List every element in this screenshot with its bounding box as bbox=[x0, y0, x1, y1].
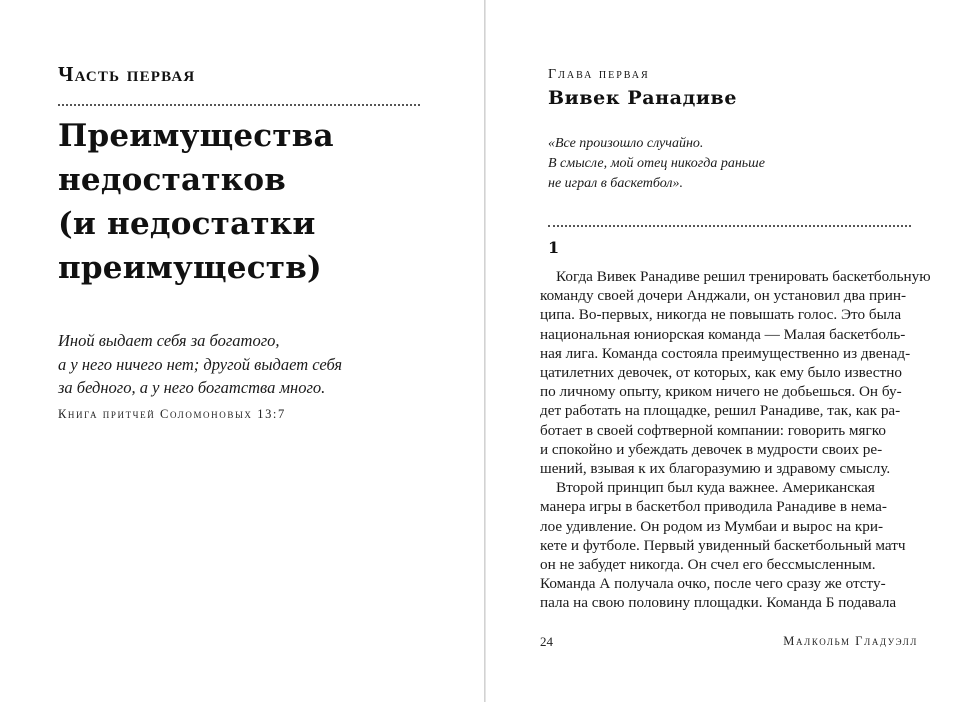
body-line: ная лига. Команда состояла преимущественно из двенад- bbox=[540, 344, 911, 362]
body-line: Когда Вивек Ранадиве решил тренировать баскетбольную bbox=[556, 268, 931, 285]
body-line: ботает в своей софтверной компании: говорить мягко bbox=[540, 421, 886, 439]
body-line: по личному опыту, криком ничего не добьешься. Он бу- bbox=[540, 383, 902, 401]
chapter-title: Вивек Ранадиве bbox=[548, 87, 738, 109]
dotted-divider bbox=[548, 225, 911, 227]
part-title: Часть первая bbox=[58, 62, 196, 86]
body-line: команду своей дочери Анджали, он установил два прин- bbox=[540, 287, 907, 305]
book-title-line: Преимущества bbox=[58, 118, 334, 154]
chapter-epigraph-line: «Все произошло случайно. bbox=[548, 136, 704, 151]
body-line: ципа. Во-первых, никогда не повышать голос. Это была bbox=[540, 306, 902, 324]
chapter-epigraph-line: не играл в баскетбол». bbox=[548, 176, 684, 191]
page-gutter bbox=[484, 0, 486, 702]
chapter-epigraph-line: В смысле, мой отец никогда раньше bbox=[548, 156, 765, 171]
dotted-divider bbox=[58, 104, 420, 106]
epigraph-line: Иной выдает себя за богатого, bbox=[58, 331, 280, 350]
body-line: шений, взывая к их благоразумию и здравому смыслу. bbox=[540, 460, 891, 478]
body-line: он не забудет никогда. Он счел его бессмысленным. bbox=[540, 556, 876, 574]
body-text bbox=[540, 267, 931, 613]
body-line: и спокойно и убеждать девочек в мудрости своих ре- bbox=[540, 440, 883, 458]
book-title-line: преимуществ) bbox=[58, 250, 322, 286]
book-title-line: недостатков bbox=[58, 162, 286, 198]
epigraph-source: Книга притчей Соломоновых 13:7 bbox=[58, 407, 286, 421]
book-title-line: (и недостатки bbox=[58, 206, 316, 242]
section-number: 1 bbox=[548, 238, 560, 257]
chapter-label: Глава первая bbox=[548, 67, 650, 82]
running-head-author: Малкольм Гладуэлл bbox=[783, 634, 918, 648]
body-line: Команда А получала очко, после чего сразу же отсту- bbox=[540, 575, 886, 593]
page-number: 24 bbox=[540, 634, 553, 649]
body-line: кете и футболе. Первый увиденный баскетбольный матч bbox=[540, 536, 906, 554]
body-line: дет работать на площадке, решил Ранадиве, так, как ра- bbox=[540, 402, 901, 420]
body-line: национальная юниорская команда — Малая баскетболь- bbox=[540, 325, 906, 343]
body-line: пала на свою половину площадки. Команда Б подавала bbox=[540, 594, 897, 612]
epigraph bbox=[58, 329, 342, 400]
epigraph-line: за бедного, а у него богатства много. bbox=[58, 378, 326, 397]
body-line: лое удивление. Он родом из Мумбаи и вырос на кри- bbox=[540, 517, 884, 535]
body-line: цатилетних девочек, от которых, как ему было известно bbox=[540, 364, 902, 382]
epigraph-line: а у него ничего нет; другой выдает себя bbox=[58, 354, 343, 374]
chapter-epigraph bbox=[548, 134, 765, 194]
body-line: манера игры в баскетбол приводила Ранадиве в нема- bbox=[540, 498, 887, 516]
book-title bbox=[58, 114, 334, 290]
right-page bbox=[487, 0, 970, 702]
body-line: Второй принцип был куда важнее. Американская bbox=[556, 479, 875, 497]
